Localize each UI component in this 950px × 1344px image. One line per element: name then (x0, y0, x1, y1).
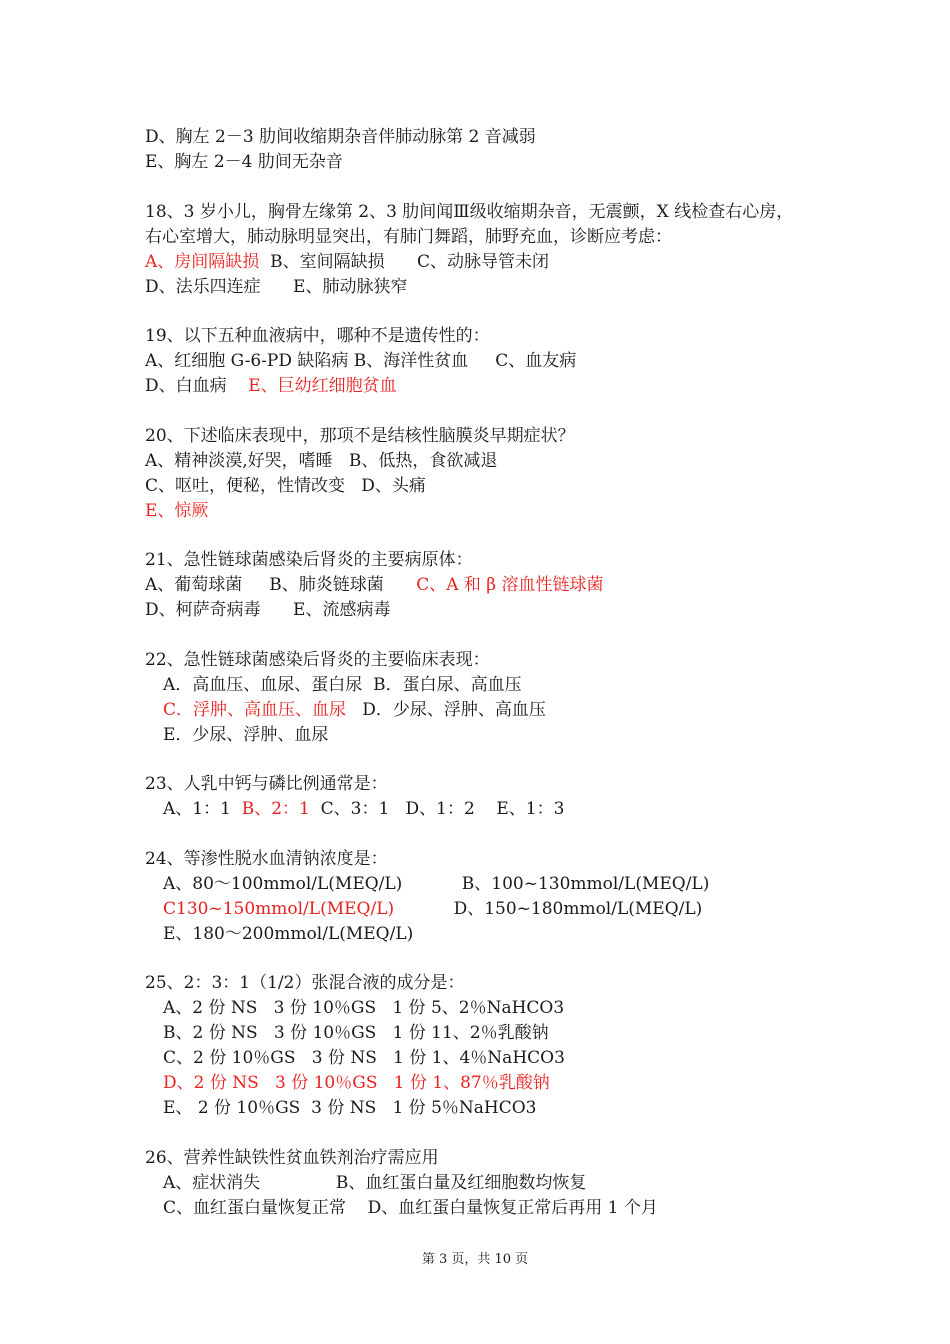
q22-opt-2 (163, 699, 546, 721)
q25-opt-3 (163, 1047, 565, 1069)
question-text: 23、人乳中钙与磷比例通常是： (145, 774, 388, 794)
answer-text: D、2 份 NS 3 份 10％GS 1 份 1、87％乳酸钠 (163, 1073, 550, 1093)
question-text: 26、营养性缺铁性贫血铁剂治疗需应用 (145, 1148, 439, 1168)
q25-stem (145, 972, 464, 994)
question-text: 21、急性链球菌感染后肾炎的主要病原体： (145, 550, 473, 570)
q22-opt-1 (163, 674, 522, 696)
answer-text: A、房间隔缺损 (145, 252, 260, 272)
q17-d (145, 126, 536, 148)
question-text: D、胸左 2－3 肋间收缩期杂音伴肺动脉第 2 音减弱 (145, 127, 536, 147)
q25-opt-1 (163, 997, 564, 1019)
q17-e (145, 151, 343, 173)
page-footer: 第 3 页，共 10 页 (421, 1252, 529, 1267)
q24-opt-3 (163, 923, 413, 945)
q18-stem-2 (145, 226, 672, 248)
question-text: A、葡萄球菌 B、肺炎链球菌 (145, 575, 417, 595)
q20-stem (145, 425, 575, 447)
q24-opt-2 (163, 898, 702, 920)
answer-text: E、巨幼红细胞贫血 (248, 376, 397, 396)
q18-opt-1 (145, 251, 549, 273)
answer-text: C、A 和 β 溶血性链球菌 (416, 575, 604, 595)
q23-stem (145, 773, 388, 795)
q19-opt-1 (145, 350, 576, 372)
q19-opt-2 (145, 375, 397, 397)
answer-text: C130~150mmol/L(MEQ/L) (163, 899, 395, 919)
question-text: 22、急性链球菌感染后肾炎的主要临床表现： (145, 650, 490, 670)
q25-opt-4 (163, 1072, 550, 1094)
q22-opt-3 (163, 724, 328, 746)
question-text: D、白血病 (145, 376, 249, 396)
question-text: E．少尿、浮肿、血尿 (163, 725, 329, 745)
question-text: D．少尿、浮肿、高血压 (346, 700, 546, 720)
question-text: C、2 份 10％GS 3 份 NS 1 份 1、4％NaHCO3 (163, 1048, 565, 1068)
question-text: D、柯萨奇病毒 E、流感病毒 (145, 600, 391, 620)
question-text: A、精神淡漠,好哭，嗜睡 B、低热，食欲减退 (145, 451, 498, 471)
question-text: 24、等渗性脱水血清钠浓度是： (145, 849, 388, 869)
q20-opt-1 (145, 450, 497, 472)
question-text: C、3：1 D、1：2 E、1：3 (309, 799, 565, 819)
q18-stem-1 (145, 201, 793, 223)
question-text: C、呕吐，便秘，性情改变 D、头痛 (145, 476, 426, 496)
q20-opt-2 (145, 475, 426, 497)
q26-opt-2 (163, 1197, 658, 1219)
q23-opt-1 (163, 798, 564, 820)
question-text: A、1：1 (163, 799, 242, 819)
q21-stem (145, 549, 473, 571)
question-text: 19、以下五种血液病中，哪种不是遗传性的： (145, 326, 490, 346)
question-text: C、血红蛋白量恢复正常 D、血红蛋白量恢复正常后再用 1 个月 (163, 1198, 658, 1218)
q24-opt-1 (163, 873, 709, 895)
question-text: A、80～100mmol/L(MEQ/L) B、100~130mmol/L(MEQ/L) (163, 874, 710, 894)
question-text: E、 2 份 10％GS 3 份 NS 1 份 5％NaHCO3 (163, 1098, 537, 1118)
question-text: 右心室增大，肺动脉明显突出，有肺门舞蹈，肺野充血，诊断应考虑： (145, 227, 672, 247)
question-text: D、法乐四连症 E、肺动脉狭窄 (145, 277, 408, 297)
question-text: E、胸左 2－4 肋间无杂音 (145, 152, 343, 172)
q20-opt-3 (145, 500, 208, 522)
question-text: A、症状消失 B、血红蛋白量及红细胞数均恢复 (163, 1173, 587, 1193)
q24-stem (145, 848, 388, 870)
question-text: D、150~180mmol/L(MEQ/L) (394, 899, 703, 919)
q21-opt-1 (145, 574, 604, 596)
answer-text: E、惊厥 (145, 501, 209, 521)
answer-text: B、2：1 (241, 799, 310, 819)
q25-opt-2 (163, 1022, 549, 1044)
question-text: B、室间隔缺损 C、动脉导管未闭 (259, 252, 550, 272)
q19-stem (145, 325, 490, 347)
question-text: E、180～200mmol/L(MEQ/L) (163, 924, 414, 944)
answer-text: C．浮肿、高血压、血尿 (163, 700, 347, 720)
question-text: A、红细胞 G-6-PD 缺陷病 B、海洋性贫血 C、血友病 (145, 351, 577, 371)
q25-opt-5 (163, 1097, 537, 1119)
q18-opt-2 (145, 276, 407, 298)
q22-stem (145, 649, 490, 671)
question-text: B、2 份 NS 3 份 10％GS 1 份 11、2％乳酸钠 (163, 1023, 549, 1043)
question-text: 25、2：3：1（1/2）张混合液的成分是： (145, 973, 465, 993)
question-text: A、2 份 NS 3 份 10％GS 1 份 5、2％NaHCO3 (163, 998, 565, 1018)
q21-opt-2 (145, 599, 390, 621)
question-text: 20、下述临床表现中，那项不是结核性脑膜炎早期症状？ (145, 426, 575, 446)
q26-opt-1 (163, 1172, 586, 1194)
q26-stem (145, 1147, 439, 1169)
question-text: 18、3 岁小儿，胸骨左缘第 2、3 肋间闻Ⅲ级收缩期杂音，无震颤，X 线检查右心房， (145, 202, 794, 222)
question-text: A．高血压、血尿、蛋白尿 B．蛋白尿、高血压 (163, 675, 522, 695)
